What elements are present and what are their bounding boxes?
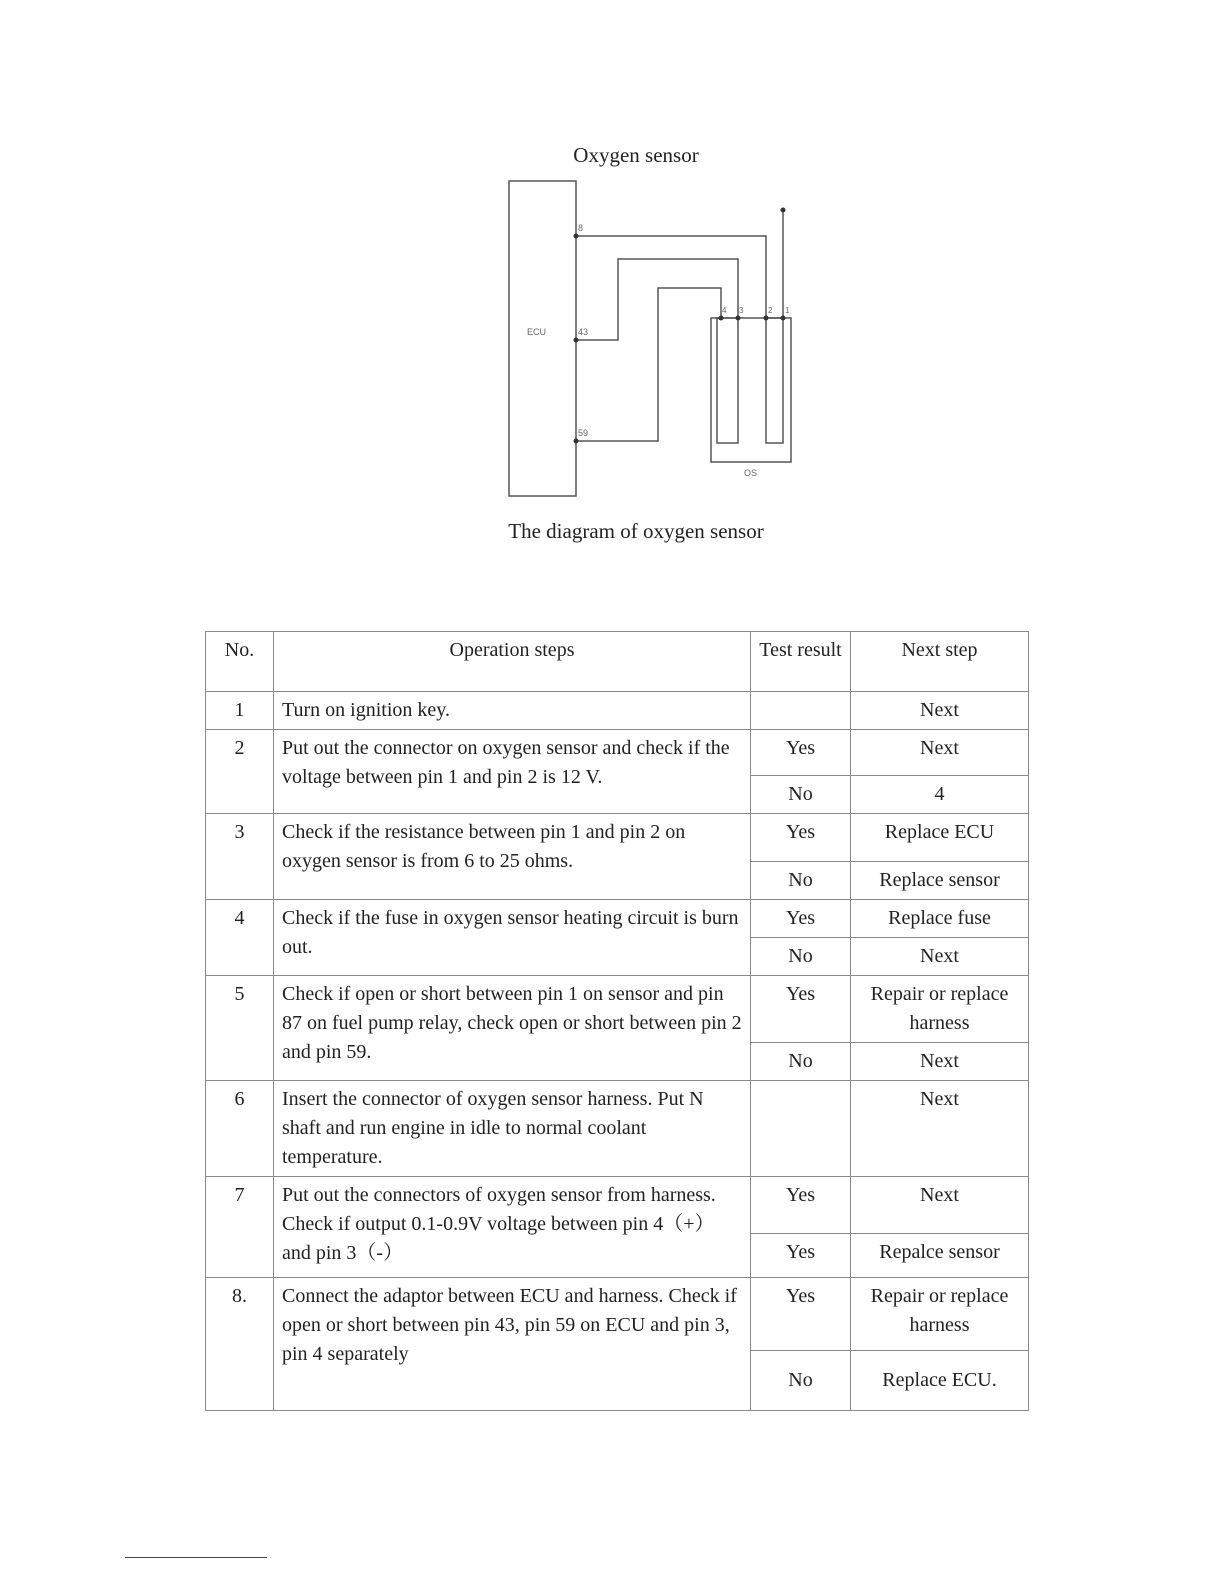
diagram-caption: The diagram of oxygen sensor bbox=[508, 519, 764, 543]
row-number: 1 bbox=[206, 692, 274, 730]
test-result: No bbox=[751, 1351, 851, 1411]
table-row bbox=[206, 1081, 1029, 1177]
test-result bbox=[751, 1081, 851, 1177]
sensor-pin-1-dot bbox=[781, 316, 786, 321]
row-number: 3 bbox=[206, 814, 274, 900]
next-step: Next bbox=[851, 938, 1029, 976]
footnote-separator bbox=[125, 1557, 267, 1558]
operation-step: Check if the resistance between pin 1 and pin 2 on oxygen sensor is from 6 to 25 ohms. bbox=[274, 814, 751, 900]
ecu-pin-8-dot bbox=[574, 234, 579, 239]
troubleshooting-table bbox=[205, 631, 1029, 1411]
test-result: No bbox=[751, 938, 851, 976]
next-step: Replace sensor bbox=[851, 862, 1029, 900]
test-result bbox=[751, 692, 851, 730]
next-step: Next bbox=[851, 730, 1029, 776]
table-row bbox=[206, 692, 1029, 730]
test-result: No bbox=[751, 1043, 851, 1081]
ecu-pin-59-dot bbox=[574, 439, 579, 444]
next-step: Repair or replace harness bbox=[851, 976, 1029, 1043]
sensor-pin-3-label: 3 bbox=[739, 306, 744, 315]
test-result: Yes bbox=[751, 976, 851, 1043]
next-step: Next bbox=[851, 1177, 1029, 1234]
ecu-pin-43-dot bbox=[574, 338, 579, 343]
sensor-pin-1-label: 1 bbox=[785, 306, 790, 315]
table-row bbox=[206, 814, 1029, 862]
ecu-pin-8-label: 8 bbox=[578, 223, 584, 233]
next-step: Repalce sensor bbox=[851, 1234, 1029, 1278]
ecu-box bbox=[509, 181, 576, 496]
oxygen-sensor-wiring-diagram bbox=[500, 170, 800, 505]
test-result: Yes bbox=[751, 730, 851, 776]
next-step: Repair or replace harness bbox=[851, 1278, 1029, 1351]
sensor-pin-2-label: 2 bbox=[768, 306, 773, 315]
wire-pin-59 bbox=[576, 288, 721, 441]
supply-terminal bbox=[781, 208, 786, 213]
test-result: Yes bbox=[751, 1278, 851, 1351]
row-number: 2 bbox=[206, 730, 274, 814]
header-no: No. bbox=[206, 632, 274, 692]
operation-step: Turn on ignition key. bbox=[274, 692, 751, 730]
row-number: 8. bbox=[206, 1278, 274, 1411]
sensor-pin-4-label: 4 bbox=[722, 306, 727, 315]
wire-pin-43 bbox=[576, 259, 738, 340]
next-step: Next bbox=[851, 1043, 1029, 1081]
header-row bbox=[206, 632, 1029, 692]
test-result: No bbox=[751, 776, 851, 814]
header-next-step: Next step bbox=[851, 632, 1029, 692]
os-label: OS bbox=[744, 468, 758, 478]
header-test-result: Test result bbox=[751, 632, 851, 692]
test-result: Yes bbox=[751, 1177, 851, 1234]
header-operation-steps: Operation steps bbox=[274, 632, 751, 692]
test-result: Yes bbox=[751, 900, 851, 938]
table-row bbox=[206, 730, 1029, 776]
table-row bbox=[206, 1278, 1029, 1351]
test-result: Yes bbox=[751, 814, 851, 862]
next-step: Next bbox=[851, 692, 1029, 730]
operation-step: Put out the connector on oxygen sensor and check if the voltage between pin 1 and pin 2 is 12 V. bbox=[274, 730, 751, 814]
row-number: 7 bbox=[206, 1177, 274, 1278]
test-result: Yes bbox=[751, 1234, 851, 1278]
table-row bbox=[206, 1177, 1029, 1234]
next-step: Replace ECU bbox=[851, 814, 1029, 862]
operation-step: Check if the fuse in oxygen sensor heating circuit is burn out. bbox=[274, 900, 751, 976]
row-number: 6 bbox=[206, 1081, 274, 1177]
sensor-element-left bbox=[717, 318, 738, 443]
next-step: 4 bbox=[851, 776, 1029, 814]
operation-step: Connect the adaptor between ECU and harness. Check if open or short between pin 43, pin 59 on ECU and pin 3, pin 4 separately bbox=[274, 1278, 751, 1411]
sensor-pin-4-dot bbox=[719, 316, 724, 321]
diagram-title: Oxygen sensor bbox=[573, 143, 699, 167]
table-row bbox=[206, 976, 1029, 1043]
row-number: 5 bbox=[206, 976, 274, 1081]
next-step: Replace fuse bbox=[851, 900, 1029, 938]
ecu-pin-43-label: 43 bbox=[578, 327, 589, 337]
test-result: No bbox=[751, 862, 851, 900]
ecu-label: ECU bbox=[527, 327, 547, 337]
table-row bbox=[206, 900, 1029, 938]
next-step: Next bbox=[851, 1081, 1029, 1177]
sensor-pin-2-dot bbox=[764, 316, 769, 321]
row-number: 4 bbox=[206, 900, 274, 976]
ecu-pin-59-label: 59 bbox=[578, 428, 589, 438]
sensor-box bbox=[711, 318, 791, 462]
operation-step: Put out the connectors of oxygen sensor from harness. Check if output 0.1-0.9V voltage between pin 4（+） and pin 3（-） bbox=[274, 1177, 751, 1278]
sensor-element-right bbox=[766, 318, 783, 443]
operation-step: Insert the connector of oxygen sensor harness. Put N shaft and run engine in idle to normal coolant temperature. bbox=[274, 1081, 751, 1177]
sensor-pin-3-dot bbox=[736, 316, 741, 321]
next-step: Replace ECU. bbox=[851, 1351, 1029, 1411]
operation-step: Check if open or short between pin 1 on sensor and pin 87 on fuel pump relay, check open or short between pin 2 and pin 59. bbox=[274, 976, 751, 1081]
